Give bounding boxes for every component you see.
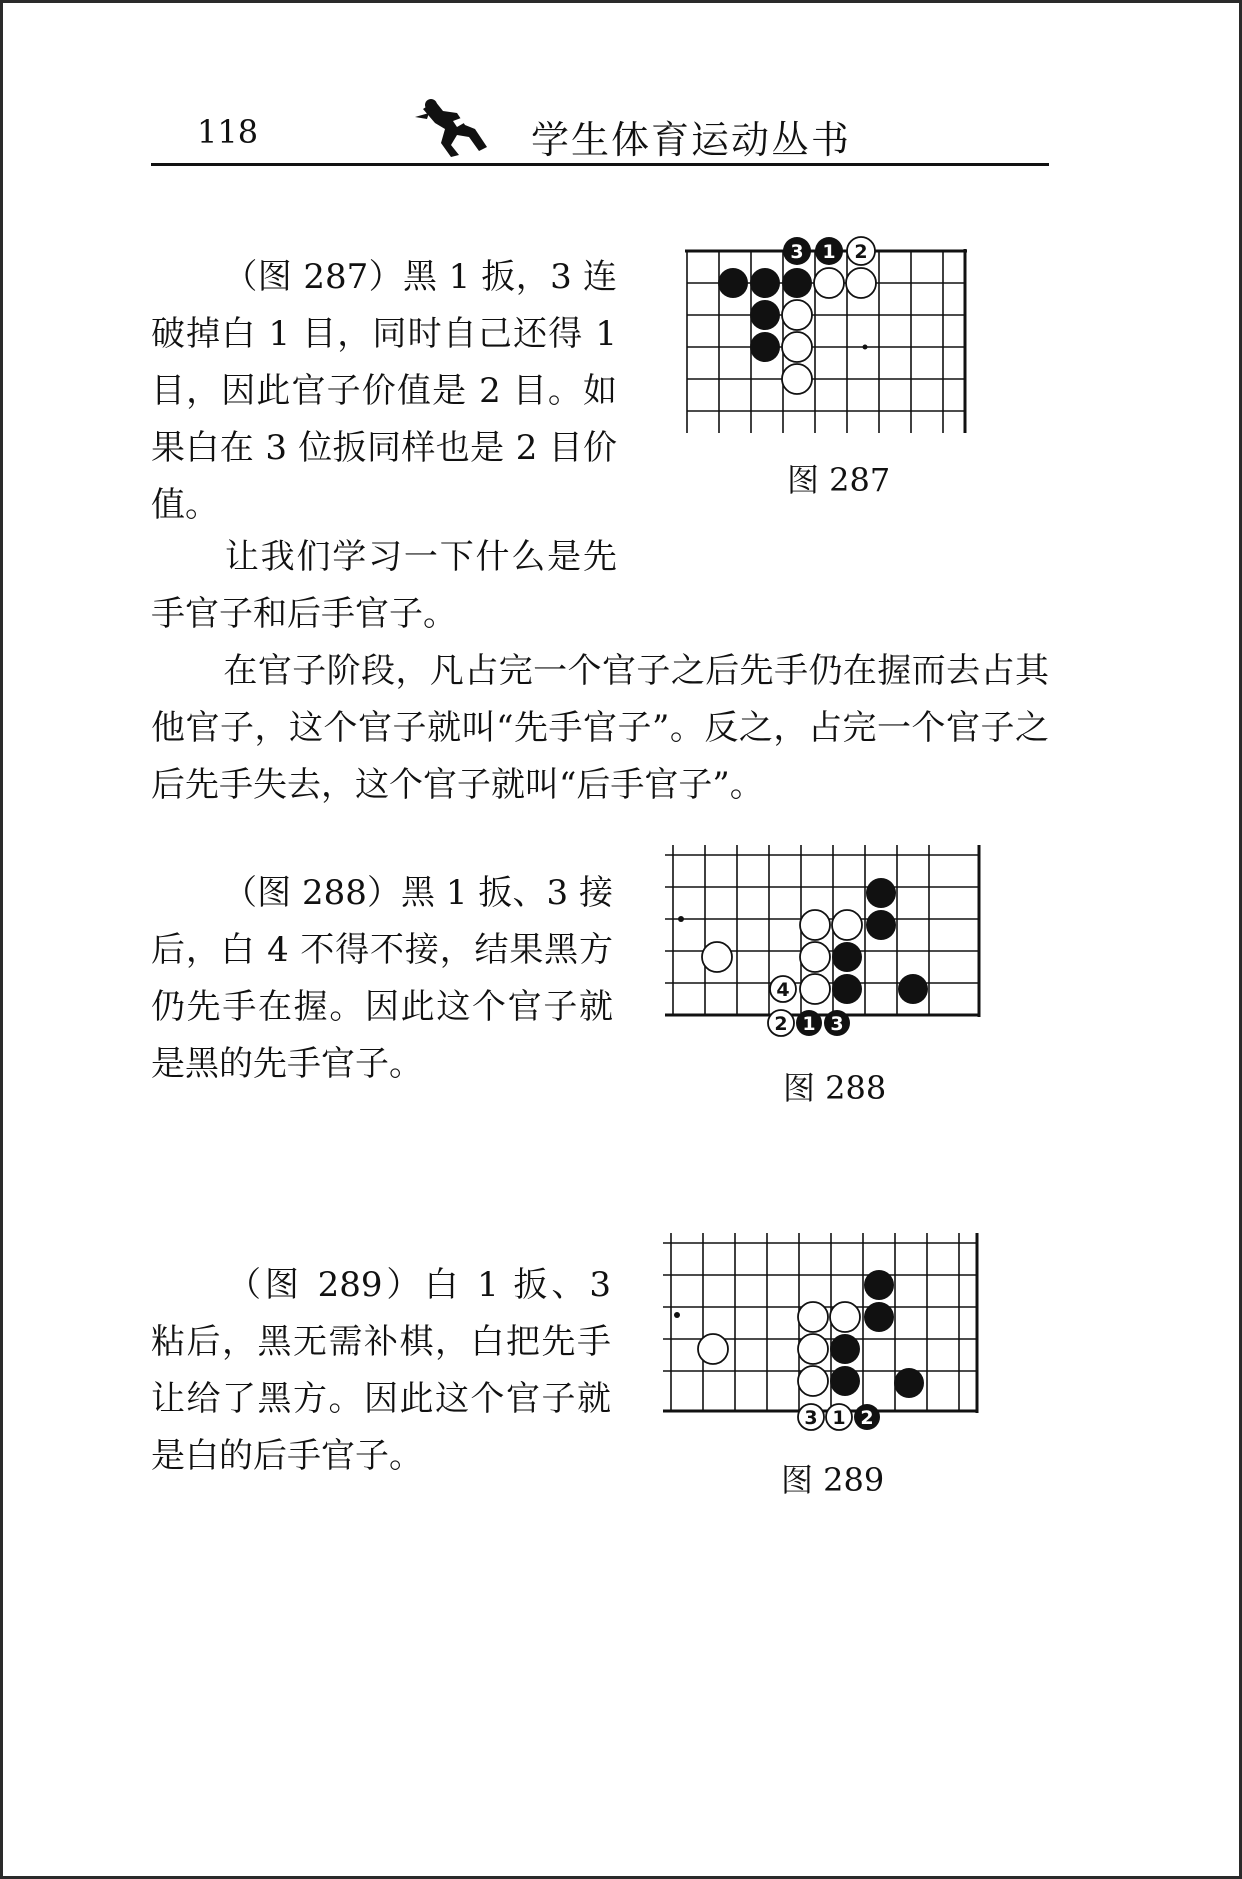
black-stone	[898, 974, 928, 1004]
black-stone	[866, 910, 896, 940]
black-stone	[782, 268, 812, 298]
move-label: 3	[790, 241, 804, 263]
fig288-text: （图 288）黑 1 扳、3 接后，白 4 不得不接，结果黑方仍先手在握。因此这个官子就是黑的先手官子。	[151, 873, 613, 1084]
white-stone	[814, 268, 844, 298]
fig288-paragraph	[151, 865, 613, 1093]
white-stone	[846, 268, 876, 298]
black-stone	[866, 878, 896, 908]
stones	[702, 878, 928, 1036]
move-label: 2	[860, 1407, 874, 1429]
page-header	[151, 95, 1049, 167]
fig287-text: （图 287）黑 1 扳，3 连破掉白 1 目，同时自己还得 1 目，因此官子价值是 2 目。如果白在 3 位扳同样也是 2 目价值。	[151, 257, 617, 525]
black-stone	[750, 268, 780, 298]
black-stone	[832, 942, 862, 972]
white-stone	[698, 1334, 728, 1364]
stones	[698, 1270, 924, 1430]
move-label: 2	[854, 241, 868, 263]
white-stone	[800, 942, 830, 972]
fig289-text: （图 289）白 1 扳、3 粘后，黑无需补棋，白把先手让给了黑方。因此这个官子就是白的后手官子。	[151, 1265, 611, 1476]
black-stone	[830, 1366, 860, 1396]
definition-paragraph	[151, 643, 1049, 814]
black-stone	[894, 1368, 924, 1398]
black-stone	[750, 300, 780, 330]
white-stone	[800, 910, 830, 940]
black-stone	[864, 1302, 894, 1332]
white-stone	[798, 1334, 828, 1364]
black-stone	[718, 268, 748, 298]
white-stone	[800, 974, 830, 1004]
white-stone	[782, 332, 812, 362]
black-stone	[832, 974, 862, 1004]
fig288-caption: 图 288	[783, 1069, 887, 1107]
move-label: 1	[802, 1013, 816, 1035]
move-label: 3	[830, 1013, 844, 1035]
white-stone	[782, 364, 812, 394]
runner-logo-icon	[413, 95, 499, 157]
white-stone	[832, 910, 862, 940]
move-label: 3	[804, 1407, 818, 1429]
black-stone	[830, 1334, 860, 1364]
black-stone	[750, 332, 780, 362]
white-stone	[798, 1302, 828, 1332]
fig289-caption: 图 289	[781, 1461, 885, 1499]
move-label: 1	[832, 1407, 846, 1429]
black-stone	[864, 1270, 894, 1300]
go-diagram-287	[681, 235, 971, 435]
fig287-paragraph	[151, 249, 617, 534]
go-diagram-289	[659, 1229, 979, 1435]
page-number: 118	[197, 113, 259, 151]
definition-text: 在官子阶段，凡占完一个官子之后先手仍在握而去占其他官子，这个官子就叫“先手官子”。反之，占完一个官子之后先手失去，这个官子就叫“后手官子”。	[151, 651, 1049, 805]
intro-paragraph	[151, 529, 617, 643]
fig289-paragraph	[151, 1257, 611, 1485]
white-stone	[702, 942, 732, 972]
fig287-caption: 图 287	[787, 461, 891, 499]
intro-text: 让我们学习一下什么是先手官子和后手官子。	[151, 537, 617, 634]
move-label: 1	[822, 241, 836, 263]
header-rule	[151, 163, 1049, 166]
go-diagram-288	[661, 841, 981, 1041]
white-stone	[830, 1302, 860, 1332]
white-stone	[798, 1366, 828, 1396]
move-label: 2	[774, 1013, 788, 1035]
white-stone	[782, 300, 812, 330]
move-label: 4	[776, 979, 790, 1001]
series-title: 学生体育运动丛书	[531, 118, 852, 162]
